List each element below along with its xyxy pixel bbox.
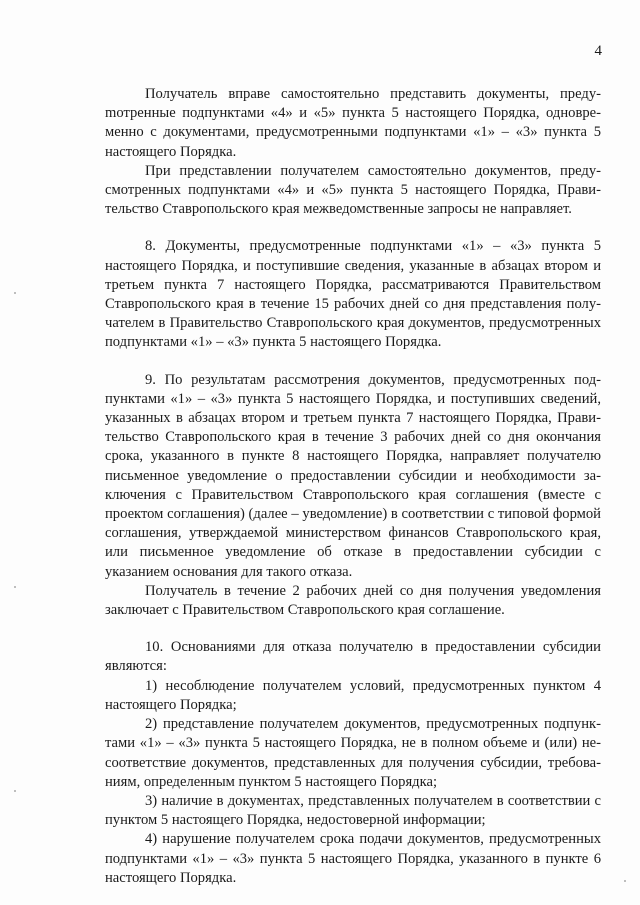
scan-speck <box>14 292 16 294</box>
paragraph: Получатель в течение 2 рабочих дней со дня получения уведомления заключает с Правительством Ставропольского края соглашение. <box>105 582 601 619</box>
paragraph: Получатель вправе самостоятельно представить документы, предуmотренные подпунктами «4» и «5» пункта 5 настоящего Порядка, одновременно с документами, предусмотренными подпунктами «1» – «3» пункта 5 настоящего Порядка. <box>105 86 601 160</box>
document-body <box>105 85 601 888</box>
list-item: 4) нарушение получателем срока подачи документов, предусмотренных подпунктами «1» – «3» пункта 5 настоящего Порядка, указанного в пункте 6 настоящего Порядка. <box>105 831 601 886</box>
list-item: 2) представление получателем документов, предусмотренных подпунктами «1» – «3» пункта 5 настоящего Порядка, не в полном объеме и (или) несоответствие документов, представленных для получения субсидии, требованиям, определенным пунктом 5 настоящего Порядка; <box>105 716 601 790</box>
paragraph: 9. По результатам рассмотрения документов, предусмотренных подпунктами «1» – «3» пункта 5 настоящего Порядка, и поступивших сведений, указанных в абзацах втором и третьем пункта 7 настоящего Порядка, Правительство Ставропольского края в течение 3 рабочих дней со дня окончания срока, указанного в пункте 8 настоящего Порядка, направляет получателю письменное уведомление о предоставлении субсидии и необходимости заключения с Правительством Ставропольского края соглашения (вместе с проектом соглашения) (далее – уведомление) в соответствии с типовой формой соглашения, утверждаемой министерством финансов Ставропольского края, или письменное уведомление об отказе в предоставлении субсидии с указанием основания для такого отказа. <box>105 371 601 580</box>
paragraph: 8. Документы, предусмотренные подпунктами «1» – «3» пункта 5 настоящего Порядка, и поступившие сведения, указанные в абзацах втором и третьем пункта 7 настоящего Порядка, рассматриваются Правительством Ставропольского края в течение 15 рабочих дней со дня представления получателем в Правительство Ставропольского края документов, предусмотренных подпунктами «1» – «3» пункта 5 настоящего Порядка. <box>105 238 601 351</box>
paragraph: 10. Основаниями для отказа получателю в предоставлении субсидии являются: <box>105 639 601 675</box>
list-item: 3) наличие в документах, представленных получателем в соответствии с пунктом 5 настоящего Порядка, недостоверной информации; <box>105 792 601 829</box>
scan-speck <box>14 586 16 588</box>
scan-speck <box>624 880 626 882</box>
scan-speck <box>14 790 16 792</box>
paragraph: При представлении получателем самостоятельно документов, предусмотренных подпунктами «4» и «5» пункта 5 настоящего Порядка, Правительство Ставропольского края межведомственные запросы не направляет. <box>105 162 601 218</box>
list-item: 1) несоблюдение получателем условий, предусмотренных пунктом 4 настоящего Порядка; <box>105 677 601 713</box>
page-number: 4 <box>594 43 602 59</box>
